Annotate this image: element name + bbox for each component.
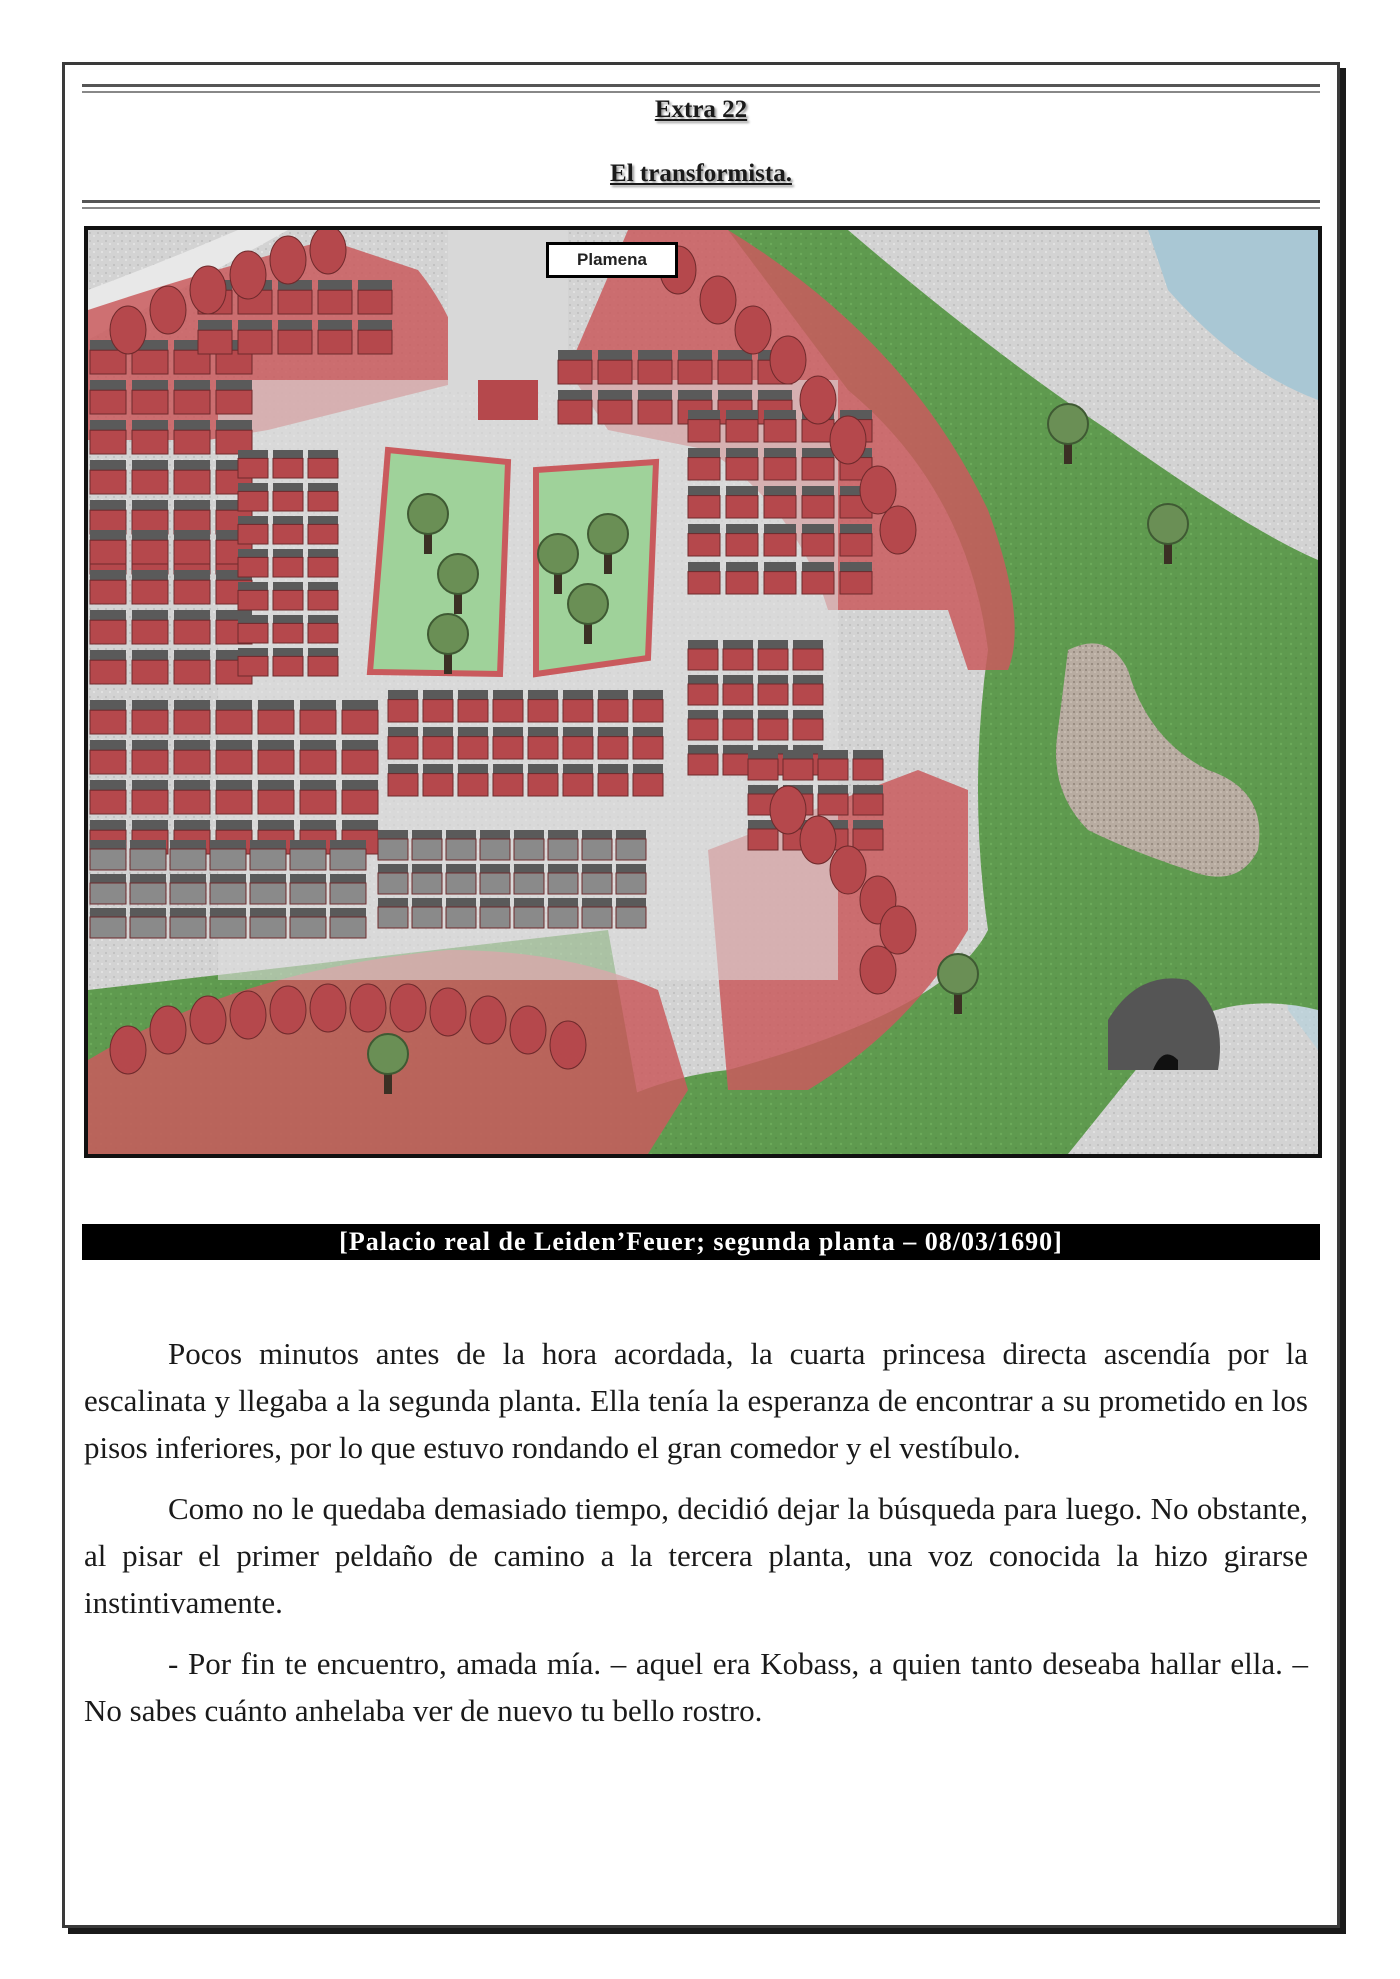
red-house: [726, 448, 758, 480]
red-house: [678, 350, 712, 384]
red-house: [493, 727, 523, 759]
stone-house: [90, 908, 126, 938]
red-house: [273, 615, 303, 643]
round-tower: [350, 984, 386, 1032]
stone-house: [210, 840, 246, 870]
story-body: [84, 1330, 1308, 1748]
stone-house: [130, 840, 166, 870]
stone-house: [130, 908, 166, 938]
stone-house: [250, 840, 286, 870]
red-house: [633, 764, 663, 796]
stone-house: [378, 898, 408, 928]
red-house: [598, 690, 628, 722]
top-rule: [82, 84, 1320, 93]
paragraph-1: Pocos minutos antes de la hora acordada, la cuarta princesa directa ascendía por la escalinata y llegaba a la segunda planta. Ella tenía la esperanza de encontrar a su prometido en los pisos inferiores, por lo que estuvo rondando el gran comedor y el vestíbulo.: [84, 1336, 1308, 1465]
round-tower: [860, 466, 896, 514]
round-tower: [880, 506, 916, 554]
red-house: [132, 610, 168, 644]
red-house: [318, 320, 352, 354]
red-house: [558, 390, 592, 424]
stone-house: [210, 874, 246, 904]
red-house: [90, 610, 126, 644]
red-house: [132, 700, 168, 734]
round-tower: [880, 906, 916, 954]
red-house: [563, 690, 593, 722]
stone-house: [412, 898, 442, 928]
stone-house: [330, 908, 366, 938]
red-house: [688, 410, 720, 442]
round-tower: [150, 286, 186, 334]
red-house: [793, 640, 823, 670]
round-tower: [830, 846, 866, 894]
round-tower: [430, 988, 466, 1036]
stone-house: [130, 874, 166, 904]
red-house: [258, 780, 294, 814]
red-house: [132, 530, 168, 564]
red-house: [90, 500, 126, 534]
red-house: [308, 549, 338, 577]
red-house: [238, 483, 268, 511]
red-house: [748, 750, 778, 780]
round-tower: [510, 1006, 546, 1054]
stone-house: [446, 864, 476, 894]
chapter-subtitle: El transformista.: [610, 160, 792, 187]
stone-house: [250, 874, 286, 904]
red-house: [638, 390, 672, 424]
red-house: [723, 710, 753, 740]
red-house: [238, 320, 272, 354]
red-house: [726, 410, 758, 442]
header-bottom-rule: [82, 200, 1320, 209]
round-tower: [800, 816, 836, 864]
stone-house: [548, 898, 578, 928]
red-house: [688, 675, 718, 705]
red-house: [802, 486, 834, 518]
chapter-title: Extra 22: [654, 96, 748, 123]
red-house: [840, 562, 872, 594]
stone-house: [480, 864, 510, 894]
red-house: [308, 516, 338, 544]
red-house: [598, 350, 632, 384]
city-map: [84, 226, 1322, 1158]
stone-house: [412, 864, 442, 894]
red-house: [764, 524, 796, 556]
stone-house: [378, 830, 408, 860]
round-tower: [110, 306, 146, 354]
stone-house: [170, 908, 206, 938]
stone-house: [548, 864, 578, 894]
stone-house: [514, 898, 544, 928]
red-house: [342, 740, 378, 774]
red-house: [174, 500, 210, 534]
red-house: [853, 785, 883, 815]
red-house: [528, 764, 558, 796]
red-house: [300, 740, 336, 774]
red-house: [216, 420, 252, 454]
stone-house: [446, 898, 476, 928]
red-house: [238, 450, 268, 478]
stone-house: [210, 908, 246, 938]
round-tower: [550, 1021, 586, 1069]
red-house: [174, 420, 210, 454]
round-tower: [230, 251, 266, 299]
red-house: [132, 780, 168, 814]
red-house: [90, 700, 126, 734]
red-house: [90, 460, 126, 494]
stone-house: [290, 874, 326, 904]
red-house: [273, 516, 303, 544]
red-house: [793, 710, 823, 740]
red-house: [308, 483, 338, 511]
red-house: [598, 764, 628, 796]
red-house: [802, 524, 834, 556]
round-tower: [190, 266, 226, 314]
red-house: [528, 690, 558, 722]
red-house: [764, 486, 796, 518]
stone-house: [330, 874, 366, 904]
red-house: [278, 280, 312, 314]
red-house: [300, 700, 336, 734]
red-house: [388, 690, 418, 722]
red-house: [764, 562, 796, 594]
stone-house: [616, 898, 646, 928]
red-house: [726, 524, 758, 556]
red-house: [764, 410, 796, 442]
red-house: [342, 780, 378, 814]
stone-house: [548, 830, 578, 860]
round-tower: [270, 236, 306, 284]
stone-house: [514, 830, 544, 860]
red-house: [273, 582, 303, 610]
stone-house: [170, 840, 206, 870]
stone-house: [480, 830, 510, 860]
red-house: [493, 690, 523, 722]
red-house: [493, 764, 523, 796]
red-house: [423, 727, 453, 759]
stone-house: [446, 830, 476, 860]
round-tower: [800, 376, 836, 424]
stone-house: [90, 874, 126, 904]
red-house: [198, 320, 232, 354]
red-house: [388, 727, 418, 759]
red-house: [308, 450, 338, 478]
red-house: [458, 690, 488, 722]
red-house: [598, 727, 628, 759]
red-house: [132, 380, 168, 414]
red-house: [174, 530, 210, 564]
round-tower: [150, 1006, 186, 1054]
round-tower: [470, 996, 506, 1044]
red-house: [818, 785, 848, 815]
red-house: [273, 648, 303, 676]
red-house: [633, 727, 663, 759]
stone-house: [514, 864, 544, 894]
red-house: [688, 524, 720, 556]
red-house: [216, 780, 252, 814]
red-house: [174, 740, 210, 774]
red-house: [132, 500, 168, 534]
red-house: [273, 549, 303, 577]
stone-house: [616, 830, 646, 860]
red-house: [458, 727, 488, 759]
red-house: [793, 675, 823, 705]
red-house: [688, 448, 720, 480]
red-house: [300, 780, 336, 814]
red-house: [853, 820, 883, 850]
stone-house: [582, 830, 612, 860]
round-tower: [110, 1026, 146, 1074]
round-tower: [770, 786, 806, 834]
red-house: [688, 562, 720, 594]
red-house: [563, 764, 593, 796]
stone-house: [90, 840, 126, 870]
red-house: [358, 320, 392, 354]
stone-house: [378, 864, 408, 894]
red-house: [238, 615, 268, 643]
stone-house: [290, 840, 326, 870]
stone-house: [290, 908, 326, 938]
stone-house: [412, 830, 442, 860]
paragraph-2: Como no le quedaba demasiado tiempo, decidió dejar la búsqueda para luego. No obstante, al pisar el primer peldaño de camino a la tercera planta, una voz conocida la hizo girarse instintivamente.: [84, 1491, 1308, 1620]
red-house: [90, 650, 126, 684]
round-tower: [310, 984, 346, 1032]
round-tower: [190, 996, 226, 1044]
round-tower: [770, 336, 806, 384]
red-house: [132, 740, 168, 774]
red-house: [358, 280, 392, 314]
scene-banner: [Palacio real de Leiden’Feuer; segunda planta – 08/03/1690]: [82, 1224, 1320, 1260]
round-tower: [390, 984, 426, 1032]
round-tower: [700, 276, 736, 324]
stone-house: [170, 874, 206, 904]
red-house: [132, 650, 168, 684]
red-house: [216, 740, 252, 774]
red-house: [633, 690, 663, 722]
round-tower: [735, 306, 771, 354]
round-tower: [270, 986, 306, 1034]
red-house: [388, 764, 418, 796]
red-house: [90, 740, 126, 774]
round-tower: [860, 946, 896, 994]
round-tower: [230, 991, 266, 1039]
paragraph-3: - Por fin te encuentro, amada mía. – aquel era Kobass, a quien tanto deseaba hallar ella. – No sabes cuánto anhelaba ver de nuevo tu bello rostro.: [84, 1646, 1308, 1728]
map-palace-stairs: [478, 380, 538, 420]
red-house: [342, 700, 378, 734]
red-house: [238, 648, 268, 676]
red-house: [758, 675, 788, 705]
red-house: [258, 700, 294, 734]
red-house: [273, 450, 303, 478]
red-house: [783, 750, 813, 780]
red-house: [174, 610, 210, 644]
red-house: [174, 780, 210, 814]
red-house: [278, 320, 312, 354]
red-house: [563, 727, 593, 759]
red-house: [90, 570, 126, 604]
red-house: [802, 562, 834, 594]
stone-house: [250, 908, 286, 938]
stone-house: [582, 898, 612, 928]
red-house: [308, 648, 338, 676]
red-house: [853, 750, 883, 780]
red-house: [726, 562, 758, 594]
red-house: [723, 640, 753, 670]
red-house: [818, 750, 848, 780]
red-house: [688, 640, 718, 670]
red-house: [688, 745, 718, 775]
red-house: [423, 764, 453, 796]
stone-house: [480, 898, 510, 928]
red-house: [688, 710, 718, 740]
stone-house: [330, 840, 366, 870]
red-house: [458, 764, 488, 796]
red-house: [764, 448, 796, 480]
red-house: [638, 350, 672, 384]
red-house: [90, 380, 126, 414]
stone-house: [616, 864, 646, 894]
red-house: [308, 615, 338, 643]
stone-house: [582, 864, 612, 894]
red-house: [174, 650, 210, 684]
red-house: [723, 675, 753, 705]
red-house: [758, 710, 788, 740]
red-house: [174, 700, 210, 734]
red-house: [840, 524, 872, 556]
red-house: [423, 690, 453, 722]
red-house: [558, 350, 592, 384]
red-house: [238, 516, 268, 544]
red-house: [174, 380, 210, 414]
red-house: [90, 420, 126, 454]
red-house: [132, 570, 168, 604]
red-house: [528, 727, 558, 759]
city-map-drawing: [88, 230, 1318, 1154]
red-house: [758, 640, 788, 670]
red-house: [238, 582, 268, 610]
red-house: [273, 483, 303, 511]
red-house: [132, 420, 168, 454]
red-house: [216, 380, 252, 414]
red-house: [718, 350, 752, 384]
red-house: [174, 570, 210, 604]
round-tower: [310, 230, 346, 274]
map-location-label: Plamena: [546, 242, 678, 278]
red-house: [598, 390, 632, 424]
red-house: [174, 460, 210, 494]
red-house: [258, 740, 294, 774]
red-house: [726, 486, 758, 518]
red-house: [238, 549, 268, 577]
red-house: [132, 460, 168, 494]
red-house: [90, 530, 126, 564]
red-house: [688, 486, 720, 518]
red-house: [216, 700, 252, 734]
red-house: [802, 448, 834, 480]
red-house: [90, 780, 126, 814]
red-house: [308, 582, 338, 610]
round-tower: [830, 416, 866, 464]
red-house: [318, 280, 352, 314]
